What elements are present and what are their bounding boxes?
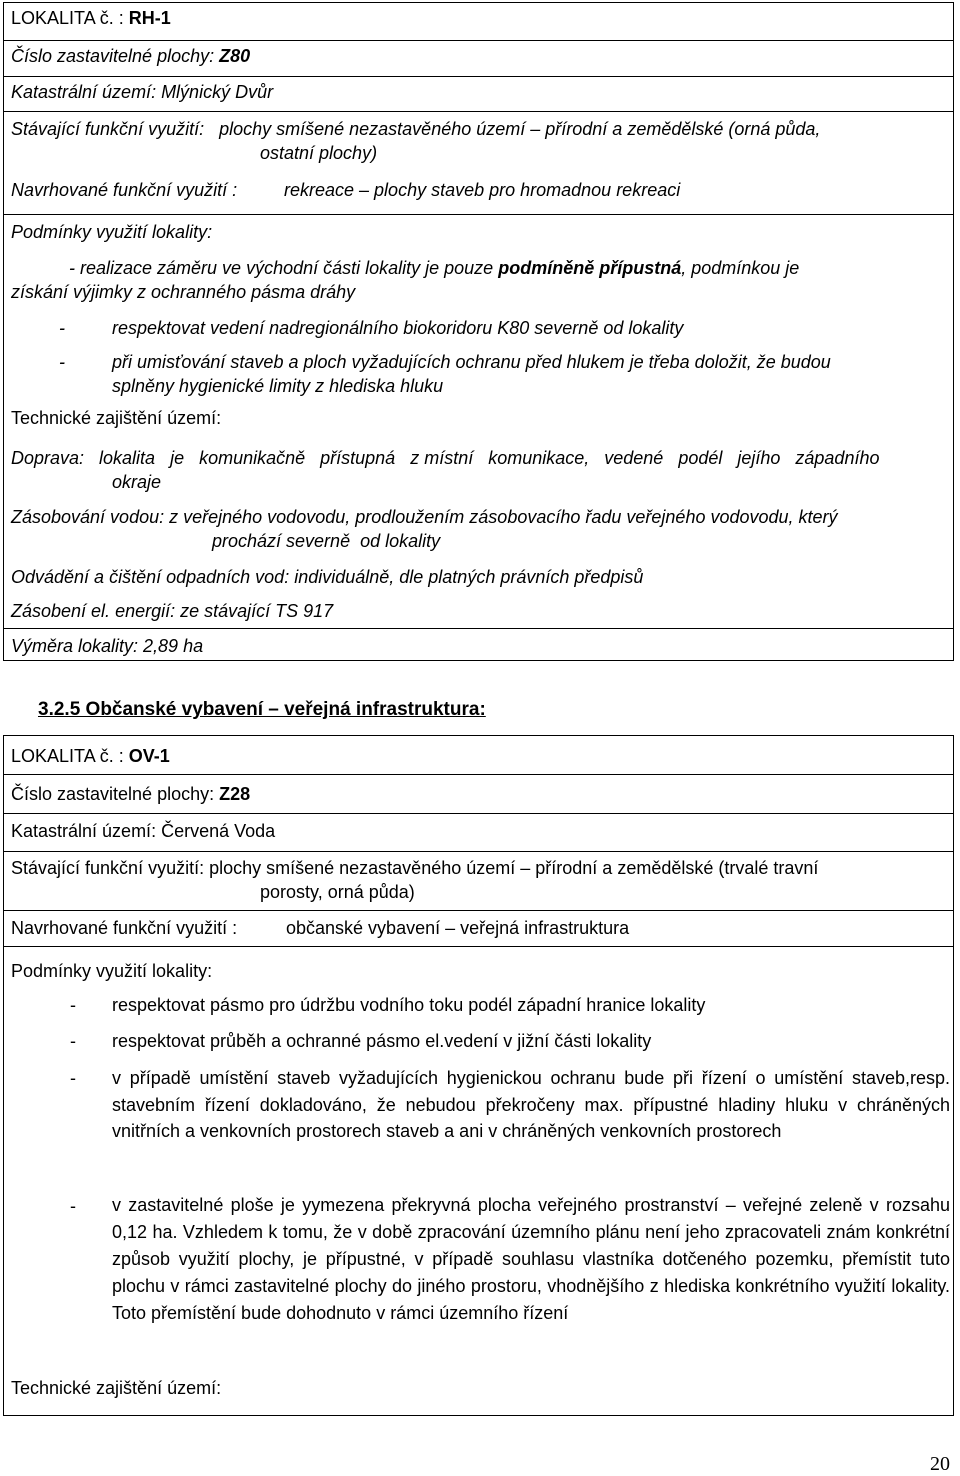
condition-3: v případě umístění staveb vyžadujících hygienickou ochranu bude při řízení o umístění staveb,resp. stavebním řízení dokladováno, že nebudou překročeny max. přípustné hladiny hluku v chráněných vnitřních a venkovních prostorech staveb a ani v chráněných venkovních prostorech	[112, 1068, 950, 1142]
technicke-label: Technické zajištění území:	[11, 408, 222, 428]
locality-code: RH-1	[128, 8, 171, 28]
condition-1: respektovat pásmo pro údržbu vodního toku podél západní hranice lokality	[112, 995, 706, 1015]
stavajici-vyuziti: Stávající funkční využití: plochy smíšené nezastavěného území – přírodní a zemědělské (trvalé travní	[11, 858, 819, 878]
doprava-cont: okraje	[112, 472, 162, 492]
zasobeni-energii: Zásobení el. energií: ze stávající TS 917	[11, 601, 334, 621]
locality-rh1-title: LOKALITA č. : RH-1	[11, 8, 171, 28]
locality-rh1-table	[3, 2, 954, 661]
locality-code: OV-1	[128, 746, 170, 766]
technicke-label: Technické zajištění území:	[11, 1378, 222, 1398]
navrhovane-label: Navrhované funkční využití :	[11, 180, 238, 200]
page-number: 20	[930, 1453, 950, 1475]
condition-dash: -	[70, 1031, 76, 1051]
condition-dash: -	[59, 352, 65, 372]
doprava: Doprava: lokalita je komunikačně přístupná z místní komunikace, vedené podél jejího západního	[11, 448, 880, 468]
navrhovane-label: Navrhované funkční využití :	[11, 918, 238, 938]
section-heading: 3.2.5 Občanské vybavení – veřejná infrastruktura:	[38, 699, 486, 720]
katastr: Katastrální území: Mlýnický Dvůr	[11, 82, 274, 102]
locality-ov1-table	[3, 735, 954, 1416]
condition-1-cont: získání výjimky z ochranného pásma dráhy	[11, 282, 356, 302]
condition-1: - realizace záměru ve východní části lokality je pouze podmíněně přípustná, podmínkou je	[69, 258, 800, 278]
condition-3: při umisťování staveb a ploch vyžadujících ochranu před hlukem je třeba doložit, že budou	[112, 352, 831, 372]
podminky-label: Podmínky využití lokality:	[11, 961, 213, 981]
locality-ov1-title: LOKALITA č. : OV-1	[11, 746, 170, 766]
zasobovani-vodou-cont: prochází severně od lokality	[212, 531, 441, 551]
podminky-label: Podmínky využití lokality:	[11, 222, 213, 242]
condition-dash: -	[70, 1196, 76, 1216]
condition-2: respektovat vedení nadregionálního biokoridoru K80 severně od lokality	[112, 318, 684, 338]
vymera: Výměra lokality: 2,89 ha	[11, 636, 204, 656]
condition-dash: -	[59, 318, 65, 338]
plocha-number: Číslo zastavitelné plochy: Z28	[11, 784, 251, 804]
katastr: Katastrální území: Červená Voda	[11, 821, 276, 841]
zasobovani-vodou: Zásobování vodou: z veřejného vodovodu, prodloužením zásobovacího řadu veřejného vodovodu, který	[11, 507, 838, 527]
stavajici-vyuziti-cont: ostatní plochy)	[260, 143, 378, 163]
condition-2: respektovat průběh a ochranné pásmo el.vedení v jižní části lokality	[112, 1031, 652, 1051]
stavajici-vyuziti-cont: porosty, orná půda)	[260, 882, 415, 902]
condition-dash: -	[70, 1068, 76, 1088]
stavajici-vyuziti: Stávající funkční využití: plochy smíšené nezastavěného území – přírodní a zemědělské (orná půda,	[11, 119, 821, 139]
navrhovane-value: rekreace – plochy staveb pro hromadnou rekreaci	[284, 180, 681, 200]
condition-3-cont: splněny hygienické limity z hlediska hluku	[112, 376, 444, 396]
plocha-number: Číslo zastavitelné plochy: Z80	[11, 46, 251, 66]
navrhovane-value: občanské vybavení – veřejná infrastruktura	[286, 918, 630, 938]
odvadeni-vod: Odvádění a čištění odpadních vod: individuálně, dle platných právních předpisů	[11, 567, 644, 587]
condition-4: v zastavitelné ploše je yymezena překryvná plocha veřejného prostranství – veřejné zeleně v rozsahu 0,12 ha. Vzhledem k tomu, že v době zpracování územního plánu není jeho zpracovateli znám konkrétní způsob využití plochy, je přípustné, v případě souhlasu vlastníka dotčeného pozemku, přemístit tuto plochu v rámci zastavitelné plochy do jiného prostoru, vhodnějšího z hlediska konkrétního využití lokality. Toto přemístění bude dohodnuto v rámci územního řízení	[112, 1195, 950, 1323]
condition-dash: -	[70, 995, 76, 1015]
